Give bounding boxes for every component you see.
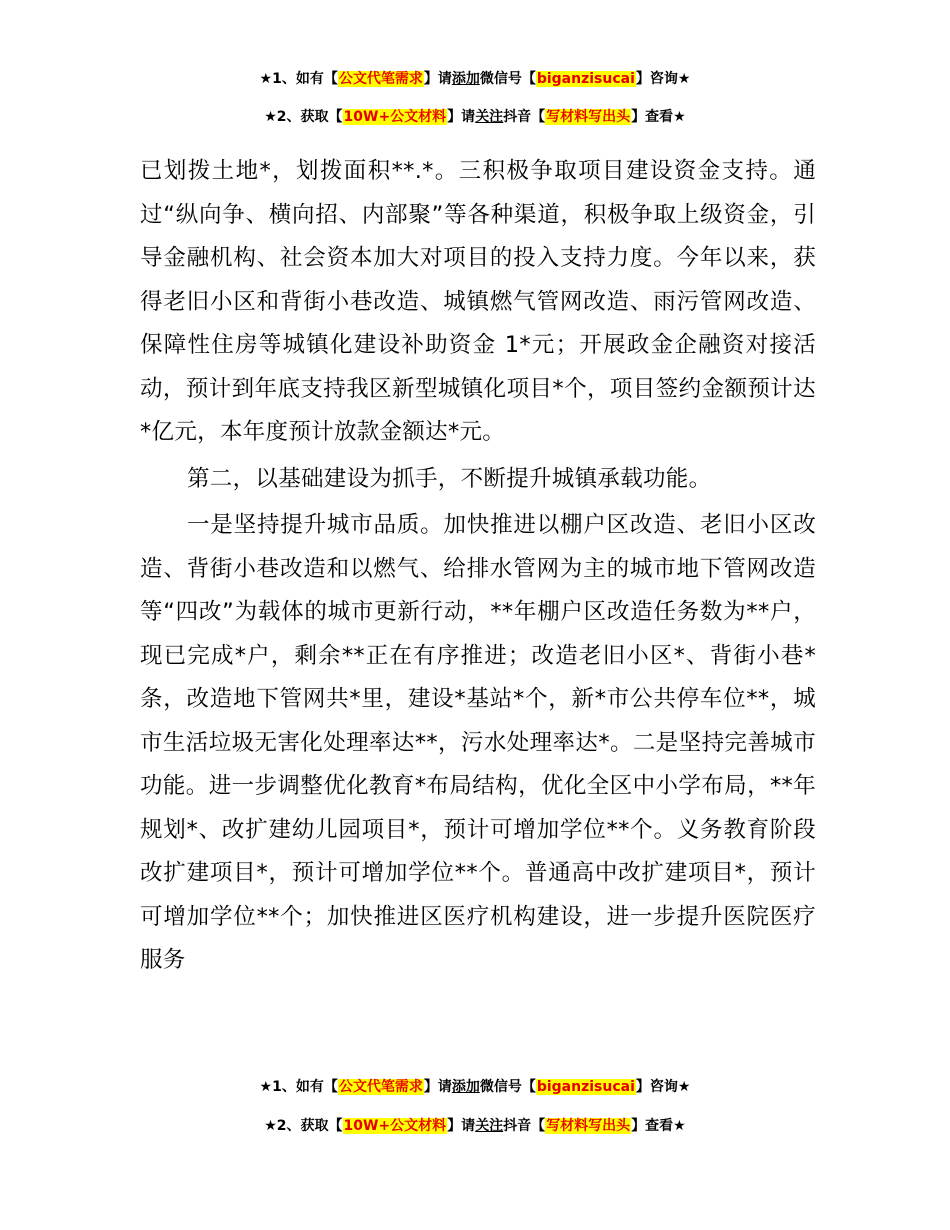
header-notice-line-1 [0,69,950,89]
header-2-mid: 】请 [447,109,476,125]
header-1-mid: 】请 [423,71,452,87]
header-2-underlined: 关注 [475,109,504,125]
footer-2-underlined: 关注 [475,1118,504,1134]
header-1-suffix: 】咨询★ [635,71,691,87]
footer-2-highlight-douyin: 写材料写出头 [546,1118,631,1134]
footer-1-underlined: 添加 [451,1079,480,1095]
footer-2-suffix: 】查看★ [631,1118,686,1134]
body-paragraph-2-heading: 第二，以基础建设为抓手，不断提升城镇承载功能。 [187,465,712,492]
footer-notice-line-2 [0,1116,950,1136]
header-2-suffix: 】查看★ [631,109,686,125]
header-1-highlight-service: 公文代笔需求 [338,71,423,87]
header-1-underlined: 添加 [451,71,480,87]
footer-1-highlight-wechat: biganzisucai [536,1079,635,1095]
footer-2-mid2: 抖音【 [503,1118,546,1134]
header-2-highlight-materials: 10W+公文材料 [343,109,447,125]
footer-1-highlight-service: 公文代笔需求 [338,1079,423,1095]
footer-1-suffix: 】咨询★ [635,1079,691,1095]
header-2-prefix: ★2、获取【 [264,109,343,125]
body-paragraph-3: 一是坚持提升城市品质。加快推进以棚户区改造、老旧小区改造、背街小巷改造和以燃气、给排水管网为主的城市地下管网改造等“四改”为载体的城市更新行动，**年棚户区改造任务数为**户，现已完成*户，剩余**正在有序推进；改造老旧小区*、背街小巷*条，改造地下管网共*里，建设*基站*个，新*市公共停车位**，城市生活垃圾无害化处理率达**，污水处理率达*。二是坚持完善城市功能。进一步调整优化教育*布局结构，优化全区中小学布局，**年规划*、改扩建幼儿园项目*，预计可增加学位**个。义务教育阶段改扩建项目*，预计可增加学位**个。普通高中改扩建项目*，预计可增加学位**个；加快推进区医疗机构建设，进一步提升医院医疗服务 [140,512,816,973]
footer-2-prefix: ★2、获取【 [264,1118,343,1134]
header-notice-line-2 [0,107,950,127]
footer-1-mid2: 微信号【 [479,1079,536,1095]
footer-1-prefix: ★1、如有【 [259,1079,338,1095]
footer-2-highlight-materials: 10W+公文材料 [343,1118,447,1134]
footer-1-mid: 】请 [423,1079,452,1095]
header-1-prefix: ★1、如有【 [259,71,338,87]
footer-2-mid: 】请 [447,1118,476,1134]
header-1-highlight-wechat: biganzisucai [536,71,635,87]
header-2-mid2: 抖音【 [503,109,546,125]
footer-notice-line-1 [0,1077,950,1097]
header-2-highlight-douyin: 写材料写出头 [546,109,631,125]
header-1-mid2: 微信号【 [479,71,536,87]
document-body [140,150,816,983]
body-paragraph-1: 已划拨土地*，划拨面积**.*。三积极争取项目建设资金支持。通过“纵向争、横向招、内部聚”等各种渠道，积极争取上级资金，引导金融机构、社会资本加大对项目的投入支持力度。今年以来，获得老旧小区和背街小巷改造、城镇燃气管网改造、雨污管网改造、保障性住房等城镇化建设补助资金 1*元；开展政金企融资对接活动，预计到年底支持我区新型城镇化项目*个，项目签约金额预计达*亿元，本年度预计放款金额达*元。 [140,158,816,445]
